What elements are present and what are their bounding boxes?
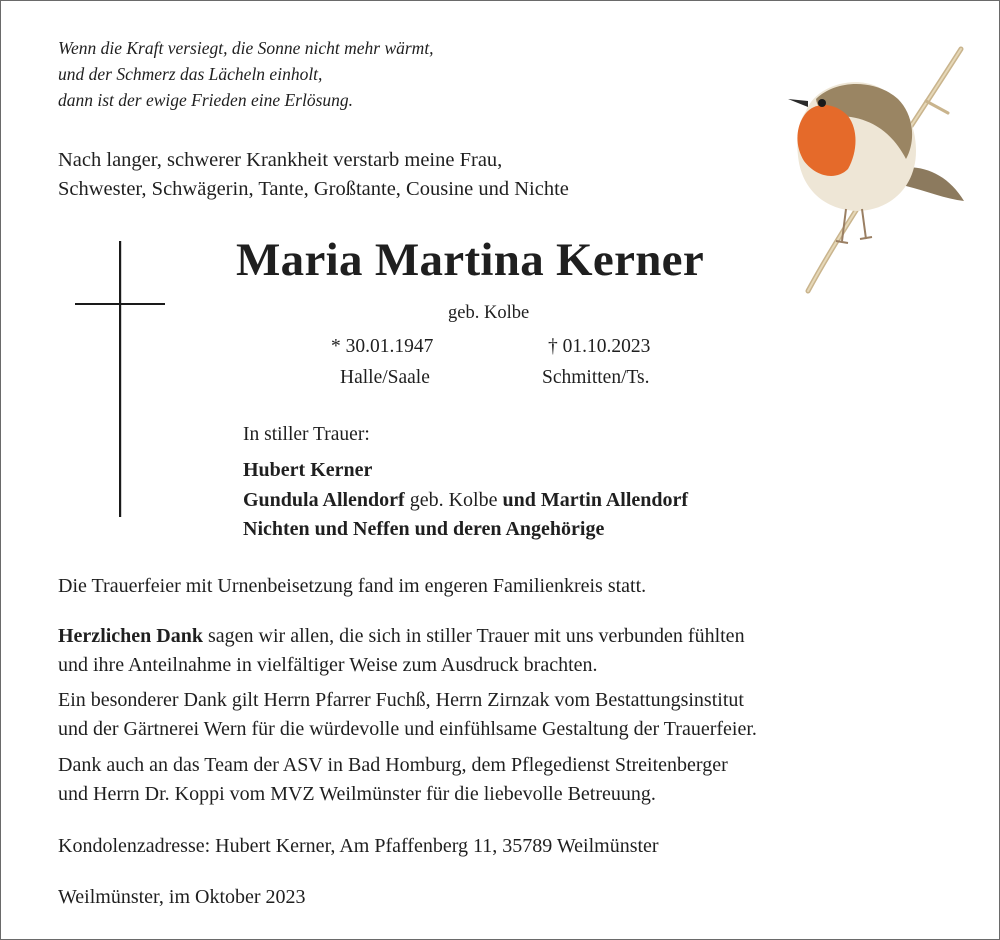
intro-line: Schwester, Schwägerin, Tante, Großtante, Cousine und Nichte [58,178,569,200]
funeral-note: Die Trauerfeier mit Urnenbeisetzung fand im engeren Familienkreis statt. [58,575,647,597]
mourner-born-name: geb. Kolbe [404,488,503,511]
born-name: geb. Kolbe [448,303,530,323]
thanks-text: und ihre Anteilnahme in vielfältiger Weise zum Ausdruck brachten. [58,653,598,676]
intro-line: Nach langer, schwerer Krankheit verstarb meine Frau, [58,149,503,171]
mourner-group: Nichten und Neffen und deren Angehörige [243,518,605,540]
thanks-text: sagen wir allen, die sich in stiller Trauer mit uns verbunden fühlten [203,625,745,647]
mourners-list [243,456,688,545]
robin-illustration [776,41,976,296]
deceased-name: Maria Martina Kerner [236,234,704,286]
poem-line: Wenn die Kraft versiegt, die Sonne nicht mehr wärmt, [58,38,434,58]
mourning-heading: In stiller Trauer: [243,424,370,445]
death-date: † 01.10.2023 [548,336,651,357]
thanks-text: und der Gärtnerei Wern für die würdevolle und einfühlsame Gestaltung der Trauerfeier. [58,717,757,740]
cross-icon [75,241,167,517]
special-thanks-paragraph [58,686,757,743]
thanks-text: Ein besonderer Dank gilt Herrn Pfarrer Fuchß, Herrn Zirnzak vom Bestattungsinstitut [58,689,744,711]
condolence-address: Kondolenzadresse: Hubert Kerner, Am Pfaffenberg 11, 35789 Weilmünster [58,835,659,857]
place-date: Weilmünster, im Oktober 2023 [58,886,306,908]
poem-line: dann ist der ewige Frieden eine Erlösung. [58,90,354,110]
mourner-name: und Martin Allendorf [502,488,689,511]
thanks-paragraph [58,622,745,679]
birth-place: Halle/Saale [340,367,430,388]
death-place: Schmitten/Ts. [542,367,650,388]
mourner-name: Gundula Allendorf [243,488,405,511]
mourner-name: Hubert Kerner [243,459,373,481]
birth-date: * 30.01.1947 [331,336,434,357]
thanks-text: und Herrn Dr. Koppi vom MVZ Weilmünster für die liebevolle Betreuung. [58,782,656,805]
poem [58,35,434,113]
thanks-lead: Herzlichen Dank [58,625,203,647]
thanks-text: Dank auch an das Team der ASV in Bad Homburg, dem Pflegedienst Streitenberger [58,754,728,776]
poem-line: und der Schmerz das Lächeln einholt, [58,64,323,84]
intro-text [58,146,569,204]
team-thanks-paragraph [58,751,728,808]
